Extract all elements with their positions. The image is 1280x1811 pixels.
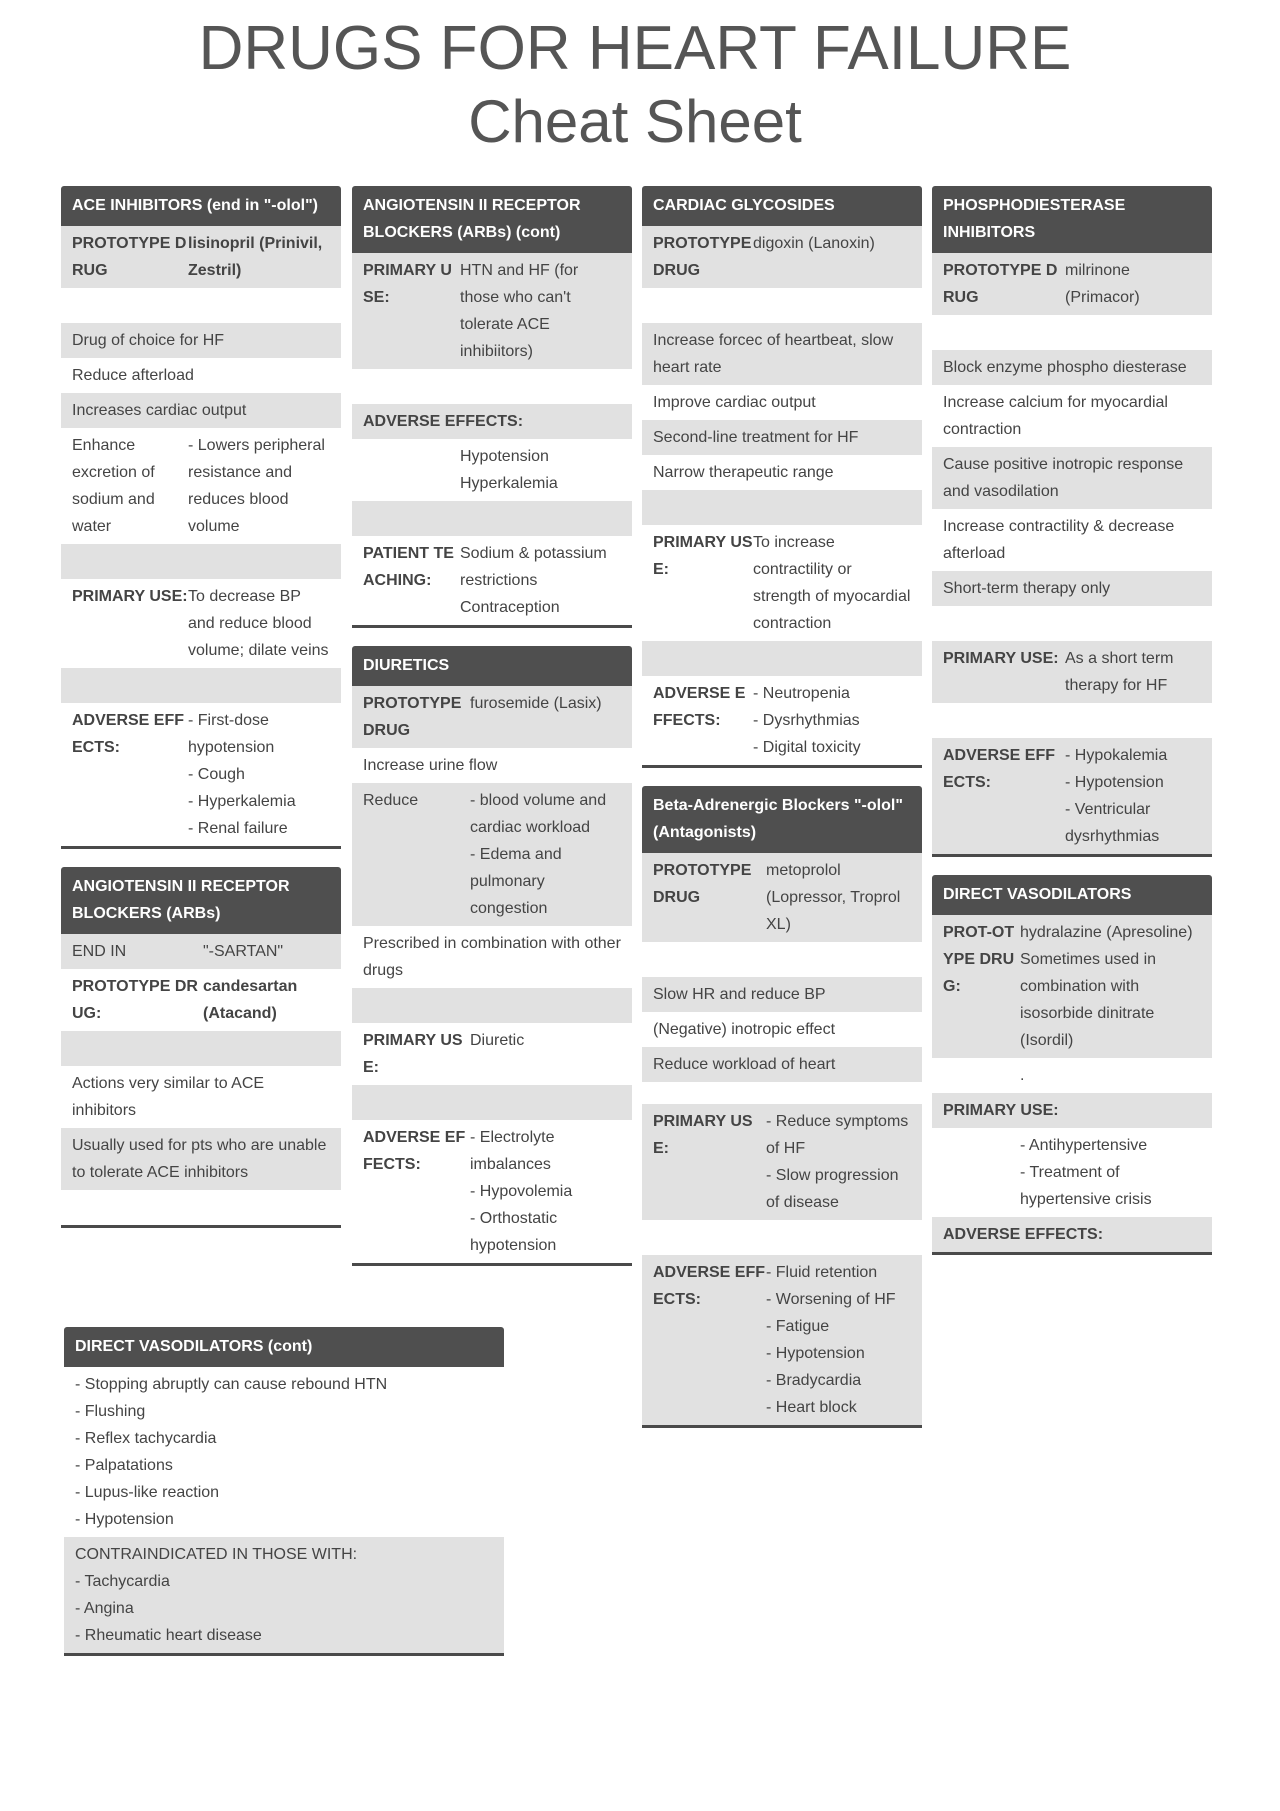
adverse-effects-row xyxy=(352,439,632,501)
primary-use-list xyxy=(1020,1132,1201,1213)
column-4 xyxy=(932,186,1212,1273)
prototype-value: metoprolol (Lopressor, Troprol XL) xyxy=(766,862,901,933)
primary-use-label: PRIMARY USE: xyxy=(943,650,1059,667)
spacer-row xyxy=(642,1220,922,1255)
list-item: Increase urine flow xyxy=(352,748,632,783)
direct-vasodilators-cont-section xyxy=(64,1327,504,1674)
adverse-item: - Neutropenia xyxy=(753,685,850,702)
spacer-row xyxy=(642,641,922,676)
section-header: ACE INHIBITORS (end in "-olol") xyxy=(61,186,341,226)
page-subtitle: Cheat Sheet xyxy=(468,88,802,155)
prototype-row xyxy=(642,226,922,288)
list-item: - Angina xyxy=(75,1600,134,1617)
adverse-effects-row xyxy=(932,738,1212,854)
list-item: Short-term therapy only xyxy=(932,571,1212,606)
primary-use-value: To decrease BP and reduce blood volume; dilate veins xyxy=(188,588,329,659)
end-in-value: "-SARTAN" xyxy=(203,943,284,960)
list-item: Prescribed in combination with other drugs xyxy=(352,926,632,988)
prototype-row xyxy=(932,253,1212,315)
spacer-row xyxy=(642,942,922,977)
adverse-effects-label: ADVERSE EFFECTS: xyxy=(932,1217,1212,1252)
list-item: Second-line treatment for HF xyxy=(642,420,922,455)
beta-blockers-section xyxy=(642,786,922,1428)
section-header: Beta-Adrenergic Blockers "-olol" (Antagonists) xyxy=(642,786,922,853)
adverse-effects-list xyxy=(753,680,911,761)
prototype-item: Sometimes used in combination with isosorbide dinitrate (Isordil) xyxy=(1020,951,1157,1049)
patient-teaching-row xyxy=(352,536,632,625)
patient-teaching-label: PATIENT TEACHING: xyxy=(363,545,454,589)
adverse-item: Hypotension xyxy=(460,448,549,465)
prototype-row xyxy=(352,686,632,748)
adverse-effects-label: ADVERSE EFFECTS: xyxy=(943,747,1056,791)
section-header: DIRECT VASODILATORS xyxy=(932,875,1212,915)
prototype-label: PROTOTYPE DRUG xyxy=(943,262,1058,306)
prototype-value: digoxin (Lanoxin) xyxy=(753,235,875,252)
list-item: Drug of choice for HF xyxy=(61,323,341,358)
ace-inhibitors-section xyxy=(61,186,341,849)
adverse-item: - Renal failure xyxy=(188,820,288,837)
spacer-row xyxy=(352,1085,632,1120)
contraindications-title: CONTRAINDICATED IN THOSE WITH: xyxy=(75,1546,358,1563)
prototype-list xyxy=(1020,919,1201,1054)
primary-use-row xyxy=(932,641,1212,703)
indent xyxy=(363,443,460,497)
adverse-item: - Orthostatic hypotension xyxy=(470,1210,558,1254)
list-item: Usually used for pts who are unable to tolerate ACE inhibitors xyxy=(61,1128,341,1190)
adverse-effects-list xyxy=(1065,742,1201,850)
adverse-effects-label: ADVERSE EFFECTS: xyxy=(653,685,746,729)
prototype-value: candesartan (Atacand) xyxy=(203,978,298,1022)
reduce-row xyxy=(352,783,632,926)
page-title: DRUGS FOR HEART FAILURE xyxy=(198,14,1072,83)
pde-inhibitors-section xyxy=(932,186,1212,857)
list-item: Block enzyme phospho diesterase xyxy=(932,350,1212,385)
column-1 xyxy=(61,186,341,1246)
adverse-effects-row xyxy=(642,676,922,765)
prototype-label: PROTOTYPE DRUG xyxy=(653,862,752,906)
primary-use-label: PRIMARY USE: xyxy=(72,588,188,605)
spacer-row xyxy=(61,1031,341,1066)
adverse-effects-row xyxy=(642,1255,922,1425)
primary-use-item: - Reduce symptoms of HF xyxy=(766,1113,909,1157)
prototype-label: PROTOTYPE DRUG xyxy=(363,695,462,739)
primary-use-value: Diuretic xyxy=(470,1032,525,1049)
list-item: Cause positive inotropic response and vasodilation xyxy=(932,447,1212,509)
list-item: - Flushing xyxy=(75,1403,146,1420)
cardiac-glycosides-section xyxy=(642,186,922,768)
list-item: Actions very similar to ACE inhibitors xyxy=(61,1066,341,1128)
list-item: Increases cardiac output xyxy=(61,393,341,428)
primary-use-row xyxy=(61,579,341,668)
primary-use-item: - Antihypertensive xyxy=(1020,1137,1148,1154)
spacer-row xyxy=(61,288,341,323)
column-2 xyxy=(352,186,632,1284)
prototype-label: PROTOTYPE DRUG xyxy=(72,235,187,279)
spacer-row xyxy=(352,369,632,404)
spacer-row xyxy=(642,288,922,323)
adverse-item: Hyperkalemia xyxy=(460,475,558,492)
indent xyxy=(943,1132,1020,1213)
enhance-row xyxy=(61,428,341,544)
adverse-item: - Worsening of HF xyxy=(766,1291,896,1308)
list-item: - Lupus-like reaction xyxy=(75,1484,220,1501)
contraindications-list xyxy=(64,1537,504,1653)
direct-vasodilators-section xyxy=(932,875,1212,1255)
end-in-row xyxy=(61,934,341,969)
list-item: - Stopping abruptly can cause rebound HTN xyxy=(75,1376,388,1393)
section-header: CARDIAC GLYCOSIDES xyxy=(642,186,922,226)
primary-use-label: PRIMARY USE: xyxy=(363,1032,463,1076)
direct-vasodilators-cont-block xyxy=(64,1327,504,1656)
adverse-effects-label: ADVERSE EFFECTS: xyxy=(72,712,185,756)
enhance-label: Enhance excretion of sodium and water xyxy=(72,437,155,535)
arb-section xyxy=(61,867,341,1228)
list-item: - Tachycardia xyxy=(75,1573,170,1590)
adverse-item: - Hypotension xyxy=(1065,774,1164,791)
list-item: - Reflex tachycardia xyxy=(75,1430,217,1447)
spacer-row xyxy=(61,1190,341,1225)
column-3 xyxy=(642,186,922,1446)
spacer-row xyxy=(642,1082,922,1104)
primary-use-row xyxy=(642,1104,922,1220)
list-item: Slow HR and reduce BP xyxy=(642,977,922,1012)
adverse-item: - Electrolyte imbalances xyxy=(470,1129,555,1173)
primary-use-value: HTN and HF (for those who can't tolerate ACE inhibiitors) xyxy=(460,262,579,360)
dot-row xyxy=(932,1058,1212,1093)
prototype-label: PROTOTYPE DRUG: xyxy=(72,978,198,1022)
teaching-item: Sodium & potassium restrictions xyxy=(460,545,607,589)
primary-use-label: PRIMARY USE: xyxy=(363,262,452,306)
reduce-item: - blood volume and cardiac workload xyxy=(470,792,607,836)
adverse-item: - Hypokalemia xyxy=(1065,747,1168,764)
adverse-item: - Ventricular dysrhythmias xyxy=(1065,801,1160,845)
adverse-item: - First-dose hypotension xyxy=(188,712,275,756)
primary-use-list xyxy=(766,1108,911,1216)
adverse-effects-list xyxy=(766,1259,911,1421)
primary-use-item: - Treatment of hypertensive crisis xyxy=(1020,1164,1152,1208)
section-header: PHOSPHODIESTERASE INHIBITORS xyxy=(932,186,1212,253)
primary-use-row xyxy=(642,525,922,641)
diuretics-section xyxy=(352,646,632,1266)
list-item: - Hypotension xyxy=(75,1511,174,1528)
section-header: ANGIOTENSIN II RECEPTOR BLOCKERS (ARBs) xyxy=(61,867,341,934)
primary-use-label: PRIMARY USE: xyxy=(653,1113,753,1157)
prototype-row xyxy=(932,915,1212,1058)
prototype-label: PROT-OTYPE DRUG: xyxy=(943,924,1015,995)
list-item: - Palpatations xyxy=(75,1457,173,1474)
adverse-effects-list xyxy=(188,707,330,842)
reduce-item: - Edema and pulmonary congestion xyxy=(470,846,562,917)
adverse-item: - Hyperkalemia xyxy=(188,793,296,810)
adverse-effects-row xyxy=(61,703,341,846)
primary-use-value: To increase contractility or strength of myocardial contraction xyxy=(753,534,911,632)
list-item: Reduce workload of heart xyxy=(642,1047,922,1082)
list-item: Improve cardiac output xyxy=(642,385,922,420)
adverse-item: - Fatigue xyxy=(766,1318,830,1335)
adverse-effects-label: ADVERSE EFFECTS: xyxy=(352,404,632,439)
section-header: DIRECT VASODILATORS (cont) xyxy=(64,1327,504,1367)
teaching-item: Contraception xyxy=(460,599,560,616)
spacer-row xyxy=(642,490,922,525)
prototype-value: milrinone (Primacor) xyxy=(1065,262,1140,306)
prototype-row xyxy=(61,226,341,288)
section-header: DIURETICS xyxy=(352,646,632,686)
list-item: Narrow therapeutic range xyxy=(642,455,922,490)
adverse-item: - Bradycardia xyxy=(766,1372,862,1389)
reduce-label: Reduce xyxy=(363,792,419,809)
adverse-item: - Hypotension xyxy=(766,1345,865,1362)
primary-use-label: PRIMARY USE: xyxy=(932,1093,1212,1128)
indent xyxy=(943,1062,1020,1089)
primary-use-row xyxy=(352,253,632,369)
spacer-row xyxy=(352,501,632,536)
prototype-item: hydralazine (Apresoline) xyxy=(1020,924,1193,941)
list-item: Increase calcium for myocardial contraction xyxy=(932,385,1212,447)
primary-use-row xyxy=(352,1023,632,1085)
list-item: - Rheumatic heart disease xyxy=(75,1627,262,1644)
primary-use-item: - Slow progression of disease xyxy=(766,1167,899,1211)
adverse-item: - Cough xyxy=(188,766,245,783)
list-item: (Negative) inotropic effect xyxy=(642,1012,922,1047)
spacer-row xyxy=(352,988,632,1023)
prototype-row xyxy=(61,969,341,1031)
dot-value: . xyxy=(1020,1067,1025,1084)
prototype-value: furosemide (Lasix) xyxy=(470,695,602,712)
adverse-effects-row xyxy=(352,1120,632,1263)
adverse-item: - Heart block xyxy=(766,1399,857,1416)
adverse-item: - Hypovolemia xyxy=(470,1183,573,1200)
adverse-item: - Digital toxicity xyxy=(753,739,861,756)
list-item: Reduce afterload xyxy=(61,358,341,393)
adverse-effects-label: ADVERSE EFFECTS: xyxy=(363,1129,466,1173)
adverse-effects-list xyxy=(470,1124,621,1259)
reduce-list xyxy=(470,787,621,922)
section-header: ANGIOTENSIN II RECEPTOR BLOCKERS (ARBs) (cont) xyxy=(352,186,632,253)
list-item: Increase contractility & decrease afterload xyxy=(932,509,1212,571)
enhance-value: - Lowers peripheral resistance and reduces blood volume xyxy=(188,437,325,535)
list-item: Increase forcec of heartbeat, slow heart rate xyxy=(642,323,922,385)
arb-cont-section xyxy=(352,186,632,628)
effects-list xyxy=(64,1367,504,1537)
adverse-item: - Fluid retention xyxy=(766,1264,878,1281)
prototype-value: lisinopril (Prinivil, Zestril) xyxy=(188,235,323,279)
spacer-row xyxy=(61,668,341,703)
patient-teaching-list xyxy=(460,540,621,621)
spacer-row xyxy=(932,606,1212,641)
spacer-row xyxy=(932,315,1212,350)
spacer-row xyxy=(932,703,1212,738)
adverse-item: - Dysrhythmias xyxy=(753,712,860,729)
end-in-label: END IN xyxy=(72,943,127,960)
primary-use-value: As a short term therapy for HF xyxy=(1065,650,1174,694)
prototype-row xyxy=(642,853,922,942)
adverse-effects-list xyxy=(460,443,621,497)
adverse-effects-label: ADVERSE EFFECTS: xyxy=(653,1264,766,1308)
primary-use-label: PRIMARY USE: xyxy=(653,534,753,578)
prototype-label: PROTOTYPE DRUG xyxy=(653,235,752,279)
primary-use-row xyxy=(932,1128,1212,1217)
spacer-row xyxy=(61,544,341,579)
